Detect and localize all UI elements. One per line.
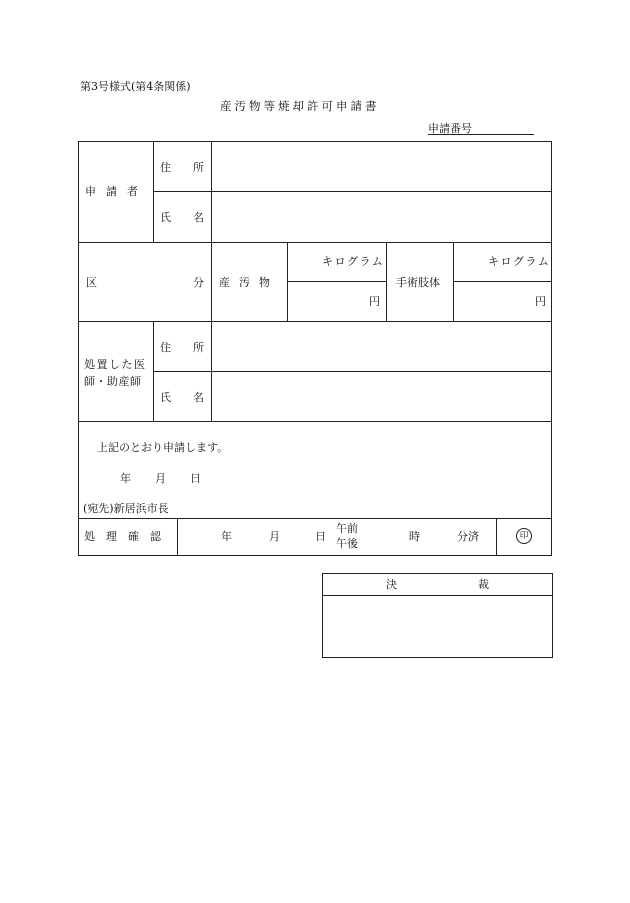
class-item1-kg-unit: キログラム	[322, 255, 385, 268]
class-item2-amount-field[interactable]	[454, 282, 532, 320]
processing-day: 日	[315, 530, 326, 543]
applicant-section-label: 申請者	[85, 185, 148, 198]
applicant-address-field[interactable]	[212, 142, 551, 191]
statement-year: 年	[120, 472, 131, 485]
processing-year: 年	[221, 530, 232, 543]
applicant-name-field[interactable]	[212, 192, 551, 242]
processing-label-divider	[177, 518, 178, 555]
statement-bottom-divider	[78, 518, 551, 519]
class-item2-kg-unit: キログラム	[488, 255, 551, 268]
decision-label-left: 決	[386, 578, 397, 591]
applicant-label-divider	[153, 141, 154, 242]
classification-label-left: 区	[86, 276, 97, 289]
class-item1-weight-field[interactable]	[288, 243, 318, 280]
processing-pm: 午後	[336, 537, 358, 550]
form-title: 産汚物等焼却許可申請書	[220, 99, 380, 113]
decision-stamp-area[interactable]	[323, 597, 551, 656]
physician-section-label-line1: 処置した医	[84, 358, 147, 371]
processing-label: 処理確認	[84, 530, 172, 543]
physician-label-divider	[153, 321, 154, 421]
statement-text: 上記のとおり申請します。	[97, 441, 229, 454]
processing-hour: 時	[409, 530, 420, 543]
physician-bottom-divider	[78, 421, 551, 422]
classification-label-right: 分	[193, 276, 204, 289]
class-item1-label: 産汚物	[219, 276, 279, 289]
classification-label-divider	[211, 242, 212, 321]
statement-addressee: (宛先)新居浜市長	[83, 502, 169, 515]
applicant-name-label: 氏名	[160, 211, 226, 224]
processing-seal-divider	[496, 518, 497, 555]
physician-section-label-line2: 師・助産師	[84, 375, 142, 388]
seal-icon: 印	[516, 528, 532, 544]
decision-label-right: 裁	[478, 578, 489, 591]
table-right-border	[551, 141, 552, 555]
statement-day: 日	[190, 472, 201, 485]
class-item2-start-divider	[386, 242, 387, 321]
applicant-address-label-text: 住所	[160, 161, 226, 174]
decision-header-divider	[322, 595, 552, 596]
physician-name-field[interactable]	[212, 372, 551, 421]
statement-month: 月	[155, 472, 166, 485]
physician-address-field[interactable]	[212, 322, 551, 371]
processing-month: 月	[269, 530, 280, 543]
class-item2-weight-field[interactable]	[454, 243, 484, 280]
application-number-field[interactable]	[428, 134, 534, 135]
class-item2-label: 手術肢体	[396, 276, 440, 289]
processing-am: 午前	[336, 522, 358, 535]
table-bottom-border	[78, 555, 552, 556]
processing-minute-done: 分済	[457, 530, 479, 543]
class-item2-yen-unit: 円	[535, 295, 546, 308]
application-number-label: 申請番号	[428, 122, 472, 135]
class-item1-yen-unit: 円	[369, 295, 380, 308]
physician-address-label: 住所	[160, 341, 226, 354]
class-item1-amount-field[interactable]	[288, 282, 366, 320]
table-left-border	[78, 141, 79, 555]
form-number: 第3号様式(第4条関係)	[80, 80, 191, 93]
physician-name-label: 氏名	[160, 391, 226, 404]
